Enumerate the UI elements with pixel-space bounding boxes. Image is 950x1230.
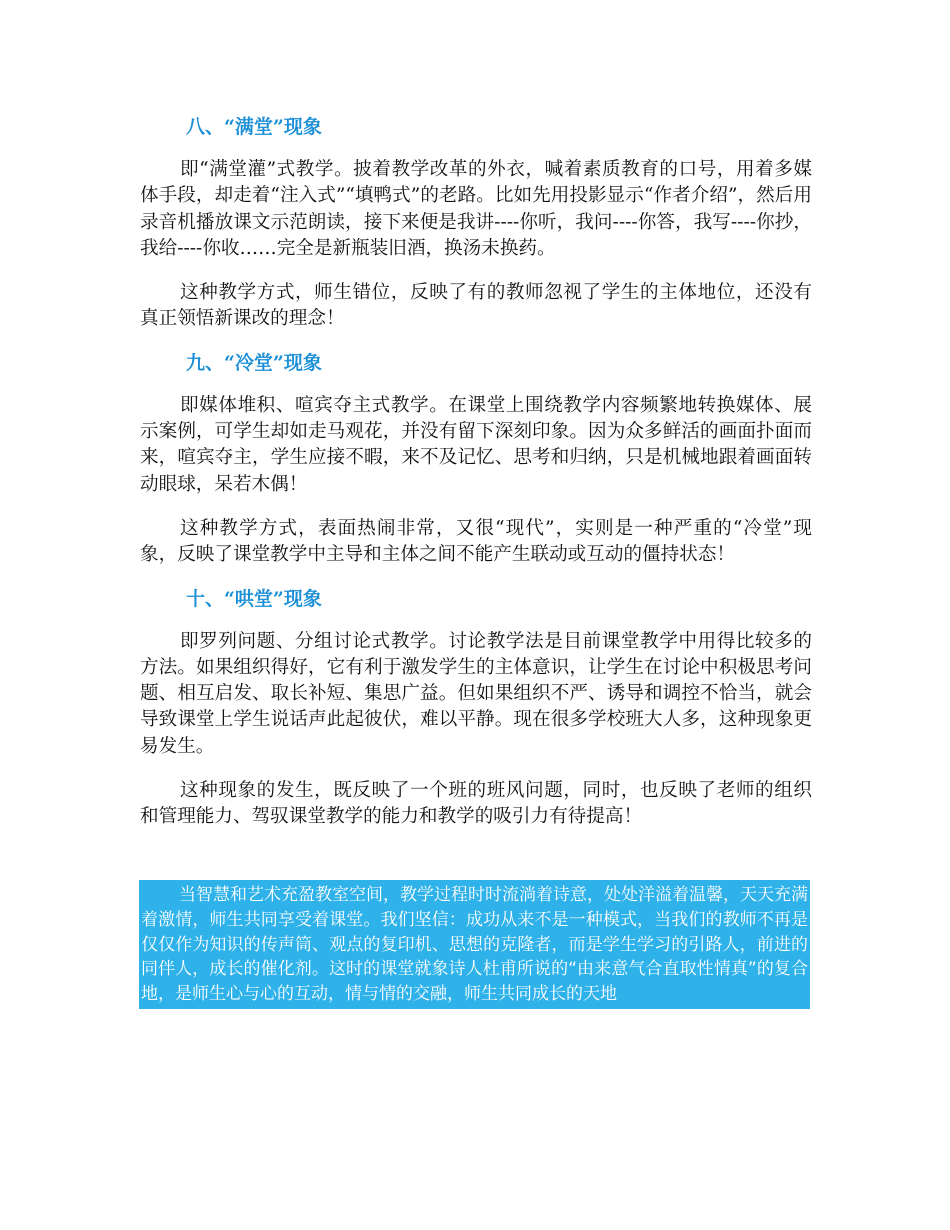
paragraph-9-1: 即媒体堆积、喧宾夺主式教学。在课堂上围绕教学内容频繁地转换媒体、展示案例，可学生却如走马观花，并没有留下深刻印象。因为众多鲜活的画面扑面而来，喧宾夺主，学生应接不暇，来不及记忆、思考和归纳，只是机械地跟着画面转动眼球，呆若木偶！ [140, 394, 812, 495]
paragraph-8-1: 即“满堂灌”式教学。披着教学改革的外衣，喊着素质教育的口号，用着多媒体手段，却走着“注入式”“填鸭式”的老路。比如先用投影显示“作者介绍”，然后用录音机播放课文示范朗读，接下来便是我讲----你听，我问----你答，我写----你抄，我给----你收……完全是新瓶装旧酒，换汤未换药。 [140, 159, 812, 259]
highlighted-summary: 当智慧和艺术充盈教室空间，教学过程时时流淌着诗意，处处洋溢着温馨，天天充满着激情，师生共同享受着课堂。我们坚信：成功从来不是一种模式，当我们的教师不再是仅仅作为知识的传声筒、观点的复印机、思想的克隆者，而是学生学习的引路人，前进的同伴人，成长的催化剂。这时的课堂就象诗人杜甫所说的“由来意气合直取性情真”的复合地，是师生心与心的互动，情与情的交融，师生共同成长的天地 [139, 880, 810, 1009]
paragraph-10-2: 这种现象的发生，既反映了一个班的班风问题，同时，也反映了老师的组织和管理能力、驾驭课堂教学的能力和教学的吸引力有待提高！ [140, 780, 812, 828]
document-body [140, 0, 812, 831]
paragraph-8-2: 这种教学方式，师生错位，反映了有的教师忽视了学生的主体地位，还没有真正领悟新课改的理念！ [140, 282, 812, 330]
section-heading-8: 八、“满堂”现象 [186, 116, 322, 138]
paragraph-9-2: 这种教学方式，表面热闹非常，又很“现代”，实则是一种严重的“冷堂”现象，反映了课堂教学中主导和主体之间不能产生联动或互动的僵持状态！ [140, 517, 812, 566]
section-heading-10: 十、“哄堂”现象 [186, 587, 322, 610]
section-heading-9: 九、“冷堂”现象 [186, 351, 322, 374]
paragraph-10-1: 即罗列问题、分组讨论式教学。讨论教学法是目前课堂教学中用得比较多的方法。如果组织得好，它有利于激发学生的主体意识，让学生在讨论中积极思考问题、相互启发、取长补短、集思广益。但如果组织不严、诱导和调控不恰当，就会导致课堂上学生说话声此起彼伏，难以平静。现在很多学校班大人多，这种现象更易发生。 [140, 630, 812, 757]
